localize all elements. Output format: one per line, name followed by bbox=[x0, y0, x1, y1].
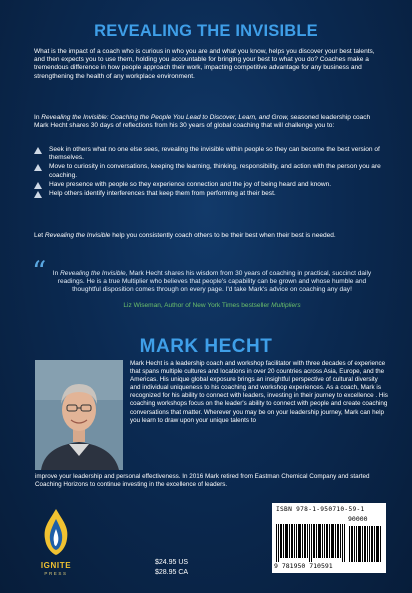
author-bio: Mark Hecht is a leadership coach and workshop facilitator with three decades of experience that spans multiple cultures and locations in over 20 countries across Asia, Europe, and the Americas. His unique global exposure brings an insightful perspective of cultural diversity and individual uniqueness to his coaching and workshop experiences. As a coach, Mark is recognized for his ability to connect with leaders, investing in their journey to excellence . His coaching workshops focus on the leader's ability to connect with people and create coaching conversations that matter. Wherever you may be on your leadership journey, Mark can help you learn to draw upon your unique talents to bbox=[130, 360, 388, 424]
attribution-book: Multipliers bbox=[271, 302, 301, 309]
triangle-bullet-icon bbox=[34, 147, 42, 154]
bullet-text: Seek in others what no one else sees, revealing the invisible within people so they can become the best version of themselves. bbox=[49, 146, 380, 162]
triangle-bullet-icon bbox=[34, 164, 42, 171]
bullet-item bbox=[34, 181, 386, 189]
barcode-main-icon bbox=[276, 524, 346, 562]
author-name-heading: MARK HECHT bbox=[139, 336, 273, 357]
price-code: 90000 bbox=[348, 515, 368, 523]
bullet-text: Move to curiosity in conversations, keeping the learning, thinking, responsibility, and action with the person you are coaching. bbox=[49, 163, 381, 179]
bullet-item bbox=[34, 190, 386, 198]
quote-attribution bbox=[52, 302, 372, 309]
barcode-addon-icon bbox=[349, 524, 382, 562]
bullet-list bbox=[34, 146, 386, 199]
publisher-name: IGNITE bbox=[40, 561, 72, 570]
bullet-item bbox=[34, 163, 386, 179]
closing-prefix: Let bbox=[34, 232, 45, 239]
barcode-digits: 9 781950 710591 bbox=[274, 562, 333, 570]
attribution-author: Liz Wiseman, Author of New York Times bestseller bbox=[123, 302, 272, 309]
bullet-text: Help others identify interferences that keep them from performing at their best. bbox=[49, 190, 276, 198]
summary-book-title: Revealing the Invisible: Coaching the People You Lead to Discover, Learn, and Grow, bbox=[41, 114, 289, 121]
summary-prefix: In bbox=[34, 114, 42, 121]
cover-title: REVEALING THE INVISIBLE bbox=[94, 22, 318, 40]
closing-suffix: help you consistently coach others to be their best when their best is needed. bbox=[110, 232, 336, 239]
price-block bbox=[155, 558, 188, 577]
closing-line bbox=[34, 232, 386, 240]
closing-book-title: Revealing the Invisible bbox=[44, 232, 111, 239]
quote-mark-icon: “ bbox=[32, 255, 47, 288]
publisher-subname: PRESS bbox=[44, 571, 68, 576]
quote-book-title: Revealing the Invisible, bbox=[60, 270, 128, 277]
triangle-bullet-icon bbox=[34, 191, 42, 198]
isbn-label: ISBN 978-1-950710-59-1 bbox=[276, 506, 365, 513]
quote-prefix: In bbox=[52, 270, 61, 277]
author-photo bbox=[35, 360, 123, 470]
price-ca: $28.95 CA bbox=[155, 568, 189, 576]
bullet-item bbox=[34, 146, 386, 162]
author-bio-continued: improve your leadership and personal effectiveness. In 2016 Mark retired from Eastman Chemical Company and started Coaching Horizons to continue investing in the excellence of leaders. bbox=[35, 473, 370, 489]
endorsement-quote bbox=[52, 270, 372, 295]
quote-body: Mark Hecht shares his wisdom from 30 years of coaching in practical, succinct daily readings. He is a true Multiplier who believes that people's capability can be grown and whose humble and thoughtful disposition comes through on every page. I'd take Mark's advice on coaching any day! bbox=[57, 270, 372, 294]
price-us: $24.95 US bbox=[155, 559, 189, 566]
isbn-barcode bbox=[272, 503, 386, 573]
bullet-text: Have presence with people so they experience connection and the joy of being heard and known. bbox=[49, 180, 332, 188]
intro-paragraph: What is the impact of a coach who is curious in who you are and what you know, helps you discover your best talents, and then expects you to use them, holding you accountable for bringing your best to what you do? Coaches make a tremendous difference in how people approach their work, impacting competitive advantage for any business and strengthening the health of any workplace environment. bbox=[34, 48, 375, 80]
summary-paragraph bbox=[34, 114, 386, 130]
summary-suffix: seasoned leadership coach Mark Hecht shares 30 days of reflections from his 30 years of global coaching that will challenge you to: bbox=[34, 114, 371, 130]
triangle-bullet-icon bbox=[34, 182, 42, 189]
